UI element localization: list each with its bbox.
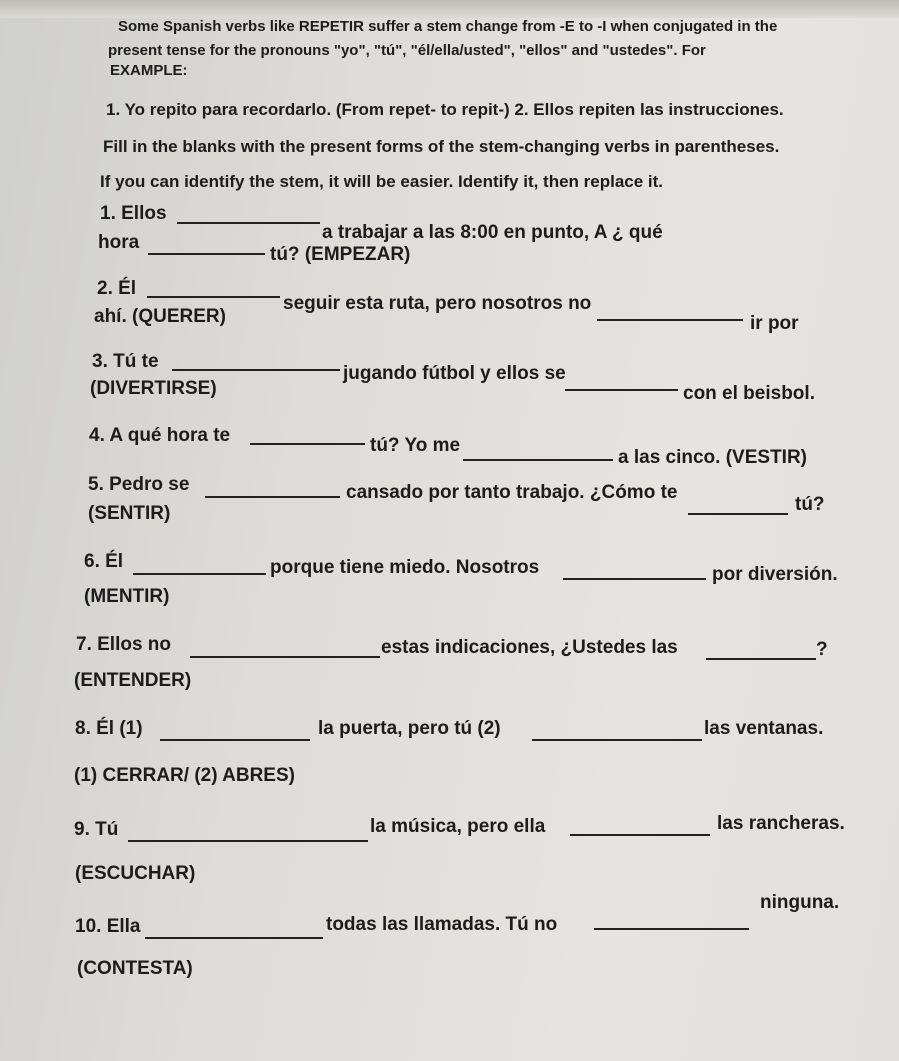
q8-blank-2[interactable]: [532, 739, 702, 741]
q8-verb: (1) CERRAR/ (2) ABRES): [74, 765, 295, 786]
q8-start: 8. Él (1): [75, 718, 143, 739]
instruction-line-1: Fill in the blanks with the present forms of the stem-changing verbs in parentheses.: [103, 137, 780, 156]
q5-start: 5. Pedro se: [88, 474, 190, 495]
q3-blank-1[interactable]: [172, 369, 340, 371]
q7-blank-1[interactable]: [190, 656, 380, 658]
q1-hora: hora: [98, 232, 140, 253]
q2-start: 2. Él: [97, 278, 137, 299]
q6-blank-1[interactable]: [133, 573, 266, 575]
q2-blank-2[interactable]: [597, 319, 743, 321]
q9-start: 9. Tú: [74, 819, 119, 840]
q5-verb: (SENTIR): [88, 503, 171, 524]
intro-line-2: present tense for the pronouns "yo", "tú", "él/ella/usted", "ellos" and "ustedes". For: [108, 42, 706, 59]
q3-verb: (DIVERTIRSE): [90, 378, 217, 399]
q10-blank-2[interactable]: [594, 928, 749, 930]
q6-blank-2[interactable]: [563, 578, 706, 580]
q5-end: tú?: [795, 494, 825, 515]
q6-middle: porque tiene miedo. Nosotros: [270, 557, 540, 578]
q10-verb: (CONTESTA): [77, 958, 193, 979]
q8-end: las ventanas.: [704, 718, 824, 739]
q9-verb: (ESCUCHAR): [75, 863, 196, 884]
q9-middle: la música, pero ella: [370, 816, 546, 837]
q2-verb: ahí. (QUERER): [94, 306, 226, 327]
example-label: EXAMPLE:: [110, 62, 188, 79]
q1-start: 1. Ellos: [100, 203, 167, 224]
q5-blank-1[interactable]: [205, 496, 340, 498]
q7-start: 7. Ellos no: [76, 634, 172, 655]
q1-middle: a trabajar a las 8:00 en punto, A ¿ qué: [322, 222, 663, 243]
q3-blank-2[interactable]: [565, 389, 678, 391]
q4-middle: tú? Yo me: [370, 435, 461, 456]
q1-blank-2[interactable]: [148, 253, 265, 255]
q9-blank-2[interactable]: [570, 834, 710, 836]
q2-middle: seguir esta ruta, pero nosotros no: [283, 293, 592, 314]
q8-middle: la puerta, pero tú (2): [318, 718, 501, 739]
q7-verb: (ENTENDER): [74, 670, 192, 691]
page-top-edge: [0, 0, 899, 18]
q6-start: 6. Él: [84, 551, 124, 572]
q6-verb: (MENTIR): [84, 586, 170, 607]
q4-blank-1[interactable]: [250, 443, 365, 445]
instruction-line-2: If you can identify the stem, it will be easier. Identify it, then replace it.: [100, 172, 664, 191]
q2-blank-1[interactable]: [147, 296, 280, 298]
q4-end: a las cinco. (VESTIR): [618, 447, 807, 468]
q7-middle: estas indicaciones, ¿Ustedes las: [381, 637, 678, 658]
q8-blank-1[interactable]: [160, 739, 310, 741]
q3-start: 3. Tú te: [92, 351, 159, 372]
q7-end: ?: [816, 639, 828, 660]
q5-middle: cansado por tanto trabajo. ¿Cómo te: [346, 482, 678, 503]
q10-start: 10. Ella: [75, 916, 141, 937]
q4-blank-2[interactable]: [463, 459, 613, 461]
q9-end: las rancheras.: [717, 813, 845, 834]
q1-end: tú? (EMPEZAR): [270, 244, 411, 265]
q1-blank-1[interactable]: [177, 222, 320, 224]
q5-blank-2[interactable]: [688, 513, 788, 515]
example-sentences: 1. Yo repito para recordarlo. (From repet- to repit-) 2. Ellos repiten las instrucciones.: [106, 100, 784, 119]
q2-end: ir por: [750, 313, 799, 334]
q4-start: 4. A qué hora te: [89, 425, 231, 446]
q7-blank-2[interactable]: [706, 658, 816, 660]
intro-line-1: Some Spanish verbs like REPETIR suffer a stem change from -E to -I when conjugated in the: [118, 18, 778, 35]
q10-middle: todas las llamadas. Tú no: [326, 914, 558, 935]
q6-end: por diversión.: [712, 564, 838, 585]
q10-blank-1[interactable]: [145, 937, 323, 939]
q9-blank-1[interactable]: [128, 840, 368, 842]
q3-middle: jugando fútbol y ellos se: [343, 363, 566, 384]
q10-end: ninguna.: [760, 892, 840, 913]
q3-end: con el beisbol.: [683, 383, 815, 404]
